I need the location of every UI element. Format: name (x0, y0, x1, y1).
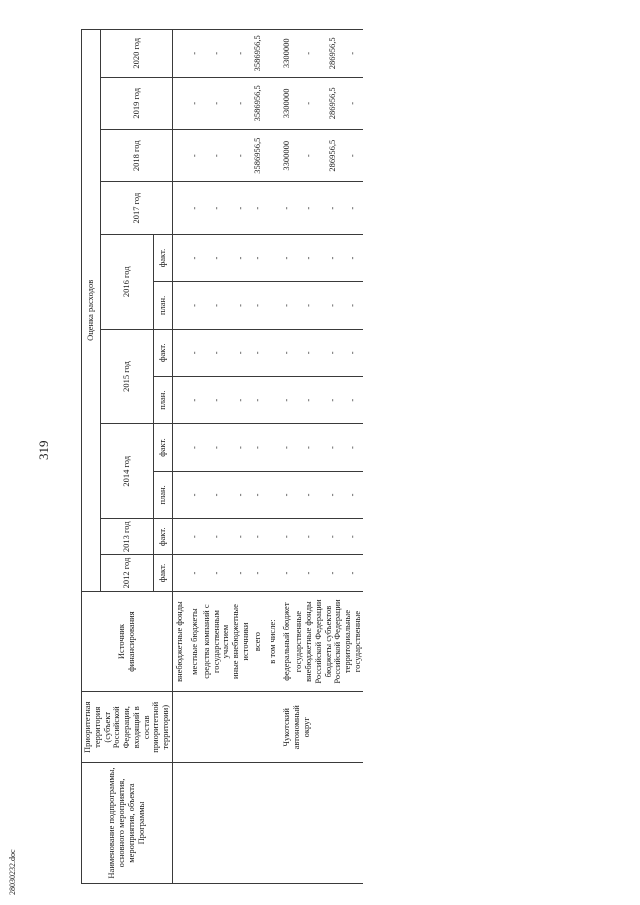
value-cell: - (294, 471, 323, 518)
value-cell (172, 130, 187, 182)
value-cell: - (231, 77, 251, 129)
value-cell: - (324, 182, 344, 234)
value-cell: - (231, 519, 251, 555)
value-cell: 286956,5 (324, 130, 344, 182)
territory-name: Чукотский автономный округ (281, 705, 311, 750)
value-cell: - (324, 234, 344, 281)
expenditure-table (81, 29, 363, 884)
value-cell: - (202, 519, 231, 555)
value-cell: - (280, 471, 295, 518)
value-cell: - (324, 424, 344, 471)
value-cell: - (294, 424, 323, 471)
value-cell: - (280, 424, 295, 471)
value-cell (172, 555, 187, 591)
value-cell (265, 471, 280, 518)
source-cell: иные внебюджетные источники (231, 591, 251, 692)
value-cell (172, 234, 187, 281)
value-cell (265, 519, 280, 555)
value-cell: - (251, 376, 266, 423)
value-cell: - (294, 30, 323, 78)
value-cell: - (251, 234, 266, 281)
source-cell: местные бюджеты (187, 591, 202, 692)
value-cell: - (202, 282, 231, 329)
table-header (82, 30, 173, 884)
value-cell (172, 471, 187, 518)
header-estimate: Оценка расходов (82, 30, 101, 592)
value-cell: 3300000 (280, 30, 295, 78)
header-year: 2012 год (101, 555, 154, 591)
value-cell: - (202, 130, 231, 182)
value-cell: - (231, 130, 251, 182)
territory-cell (172, 692, 362, 763)
value-cell: - (202, 555, 231, 591)
value-cell: - (231, 282, 251, 329)
source-cell: федеральный бюджет (280, 591, 295, 692)
value-cell: - (202, 182, 231, 234)
value-cell: - (187, 30, 202, 78)
value-cell: - (231, 555, 251, 591)
value-cell: - (343, 329, 363, 376)
value-cell: - (251, 519, 266, 555)
value-cell: - (187, 282, 202, 329)
header-fact: факт. (153, 519, 172, 555)
header-year: 2019 год (101, 77, 173, 129)
value-cell: - (251, 329, 266, 376)
value-cell (172, 77, 187, 129)
value-cell: - (280, 182, 295, 234)
value-cell: - (187, 471, 202, 518)
value-cell: - (231, 329, 251, 376)
value-cell: - (231, 30, 251, 78)
source-cell: всего (251, 591, 266, 692)
value-cell: - (202, 234, 231, 281)
value-cell: 286956,5 (324, 77, 344, 129)
source-cell: в том числе: (265, 591, 280, 692)
value-cell: 3586956,5 (251, 77, 266, 129)
value-cell: - (202, 424, 231, 471)
value-cell: - (324, 329, 344, 376)
value-cell: - (324, 282, 344, 329)
value-cell: - (280, 234, 295, 281)
value-cell: - (294, 130, 323, 182)
source-cell: государственные внебюджетные фонды Российской Федерации (294, 591, 323, 692)
territory-spacer (224, 694, 282, 760)
value-cell: - (231, 234, 251, 281)
value-cell: - (280, 282, 295, 329)
value-cell: - (202, 30, 231, 78)
value-cell: - (294, 182, 323, 234)
value-cell: - (187, 519, 202, 555)
value-cell: - (202, 77, 231, 129)
rotated-table-frame (81, 29, 581, 884)
value-cell (172, 282, 187, 329)
value-cell: - (187, 234, 202, 281)
header-territory: Приоритетная территория (субъект Российской Федерации, входящий в состав приоритетной территории) (82, 692, 173, 763)
value-cell: - (251, 471, 266, 518)
value-cell: - (294, 555, 323, 591)
value-cell: - (202, 471, 231, 518)
document-code: 28030232.doc (8, 849, 17, 895)
value-cell (265, 376, 280, 423)
value-cell: - (294, 234, 323, 281)
value-cell: - (343, 555, 363, 591)
value-cell (172, 30, 187, 78)
value-cell: - (324, 519, 344, 555)
value-cell: - (187, 182, 202, 234)
value-cell: - (343, 424, 363, 471)
source-cell: бюджеты субъектов Российской Федерации (324, 591, 344, 692)
header-plan: план. (153, 282, 172, 329)
header-year: 2018 год (101, 130, 173, 182)
value-cell (172, 182, 187, 234)
header-plan: план. (153, 471, 172, 518)
header-year: 2014 год (101, 424, 154, 519)
value-cell: - (294, 376, 323, 423)
value-cell: - (343, 130, 363, 182)
header-year: 2020 год (101, 30, 173, 78)
program-name-cell (172, 763, 362, 884)
header-year: 2013 год (101, 519, 154, 555)
value-cell (265, 329, 280, 376)
value-cell: - (187, 77, 202, 129)
page-number: 319 (36, 440, 51, 460)
value-cell: - (251, 424, 266, 471)
value-cell: - (251, 282, 266, 329)
value-cell (172, 376, 187, 423)
value-cell: - (231, 182, 251, 234)
value-cell: 3586956,5 (251, 130, 266, 182)
value-cell (172, 329, 187, 376)
value-cell: - (343, 376, 363, 423)
value-cell: 3300000 (280, 77, 295, 129)
value-cell: - (294, 519, 323, 555)
value-cell (265, 282, 280, 329)
value-cell: - (343, 519, 363, 555)
value-cell (265, 130, 280, 182)
value-cell (265, 234, 280, 281)
value-cell (172, 519, 187, 555)
value-cell: - (251, 182, 266, 234)
value-cell: - (343, 30, 363, 78)
header-fact: факт. (153, 329, 172, 376)
header-source: Источник финансирования (82, 591, 173, 692)
value-cell: - (231, 424, 251, 471)
value-cell (265, 77, 280, 129)
header-fact: факт. (153, 555, 172, 591)
value-cell: - (343, 471, 363, 518)
value-cell (265, 555, 280, 591)
header-name: Наименование подпрограммы, основного мероприятия, мероприятия, объекта Программы (82, 763, 173, 884)
value-cell: - (231, 471, 251, 518)
source-cell: средства компаний с государственным участием (202, 591, 231, 692)
value-cell: - (343, 77, 363, 129)
value-cell: - (187, 329, 202, 376)
value-cell (265, 30, 280, 78)
value-cell: - (187, 555, 202, 591)
value-cell: - (251, 555, 266, 591)
source-cell: территориальные государственные (343, 591, 363, 692)
value-cell: - (231, 376, 251, 423)
value-cell: - (280, 519, 295, 555)
value-cell: 3300000 (280, 130, 295, 182)
value-cell: - (343, 282, 363, 329)
header-year: 2015 год (101, 329, 154, 424)
value-cell (265, 182, 280, 234)
table-body (172, 30, 362, 884)
value-cell: - (187, 130, 202, 182)
header-fact: факт. (153, 424, 172, 471)
header-year: 2017 год (101, 182, 173, 234)
source-cell: внебюджетные фонды (172, 591, 187, 692)
value-cell: - (294, 77, 323, 129)
value-cell: - (202, 376, 231, 423)
value-cell: - (294, 329, 323, 376)
value-cell (265, 424, 280, 471)
value-cell: 3586956,5 (251, 30, 266, 78)
header-fact: факт. (153, 234, 172, 281)
table-row (172, 30, 187, 884)
value-cell: - (187, 424, 202, 471)
value-cell: - (294, 282, 323, 329)
value-cell: - (280, 329, 295, 376)
value-cell: - (324, 471, 344, 518)
header-year: 2016 год (101, 234, 154, 329)
value-cell: 286956,5 (324, 30, 344, 78)
header-plan: план. (153, 376, 172, 423)
value-cell: - (343, 182, 363, 234)
value-cell: - (202, 329, 231, 376)
value-cell: - (324, 376, 344, 423)
value-cell (172, 424, 187, 471)
value-cell: - (343, 234, 363, 281)
value-cell: - (324, 555, 344, 591)
value-cell: - (187, 376, 202, 423)
value-cell: - (280, 376, 295, 423)
value-cell: - (280, 555, 295, 591)
